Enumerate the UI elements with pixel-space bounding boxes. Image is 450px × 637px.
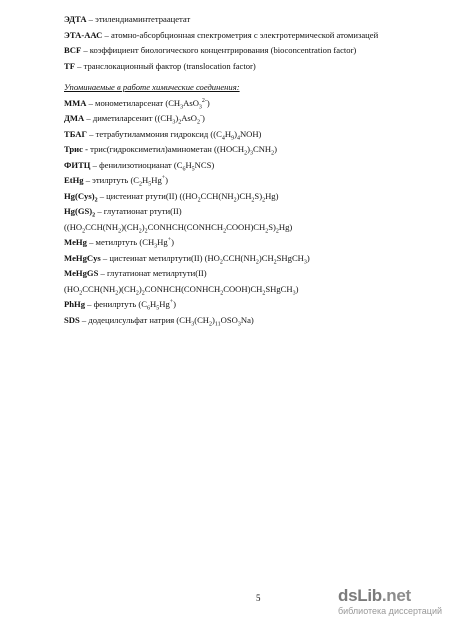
section-heading: Упоминаемые в работе химические соединения: xyxy=(64,82,240,92)
watermark-subtitle: библиотека диссертаций xyxy=(338,606,443,616)
abbrev-tf: TF – транслокационный фактор (translocation factor) xyxy=(64,60,256,71)
compound-tbag: ТБАГ – тетрабутиламмония гидроксид $((C_4H_9)_4NOH)$ xyxy=(64,128,262,142)
compound-hggs: $Hg(GS)_2$ – глутатионат ртути(II) xyxy=(64,206,182,219)
watermark-logo: dsLib.net xyxy=(338,586,411,605)
compound-mehggs-formula: $(HO_2CCH(NH_2)(CH_2)_2CONHCH(CONHCH_2COOH)CH_2SHgCH_3)$ xyxy=(64,283,299,297)
abbrev-edta: ЭДТА – этилендиаминтетраацетат xyxy=(64,14,191,24)
page-number: 5 xyxy=(256,593,261,603)
document-page xyxy=(64,13,436,329)
compound-mehgcys: MeHgCys – цистеинат метилртути(II) $(HO_2CCH(NH_2)CH_2SHgCH_3)$ xyxy=(64,252,310,266)
abbrev-eta-aas: ЭТА-ААС – атомно-абсорбционная спектрометрия с электротермической атомизацей xyxy=(64,29,379,40)
compound-mehg: MeHg – метилртуть $(CH_3Hg^+)$ xyxy=(64,237,174,250)
compound-sds: SDS – додецилсульфат натрия $(CH_3(CH_2)_{11}OSO_3Na)$ xyxy=(64,314,254,328)
compound-mma: ММА – монометиларсенат $(CH_3AsO_3^{2-})$ xyxy=(64,97,210,111)
compound-mehggs: MeHgGS – глутатионат метилртути(II) xyxy=(64,268,207,278)
abbrev-bcf: BCF – коэффициент биологического концентрирования (bioconcentration factor) xyxy=(64,45,357,55)
compound-fitc: ФИТЦ – фенилизотиоцианат $(C_6H_5NCS)$ xyxy=(64,159,215,173)
compound-hgcys: $Hg(Cys)_2$ – цистеинат ртути(II) $((HO_2CCH(NH_2)CH_2S)_2Hg)$ xyxy=(64,190,279,204)
compound-tris: Трис - трис(гидроксиметил)аминометан $((HOCH_2)_3CNH_2)$ xyxy=(64,144,278,157)
compound-ethg: EtHg – этилртуть $(C_2H_5Hg^+)$ xyxy=(64,175,169,188)
compound-hggs-formula: $((HO_2CCH(NH_2)(CH_2)_2CONHCH(CONHCH_2COOH)CH_2S)_2Hg)$ xyxy=(64,221,293,235)
compound-dma: ДМА – диметиларсенит $((CH_3)_2AsO_2^-)$ xyxy=(64,113,205,126)
compound-phhg: PhHg – фенилртуть $(C_6H_5Hg^+)$ xyxy=(64,299,177,312)
watermark xyxy=(338,587,446,617)
